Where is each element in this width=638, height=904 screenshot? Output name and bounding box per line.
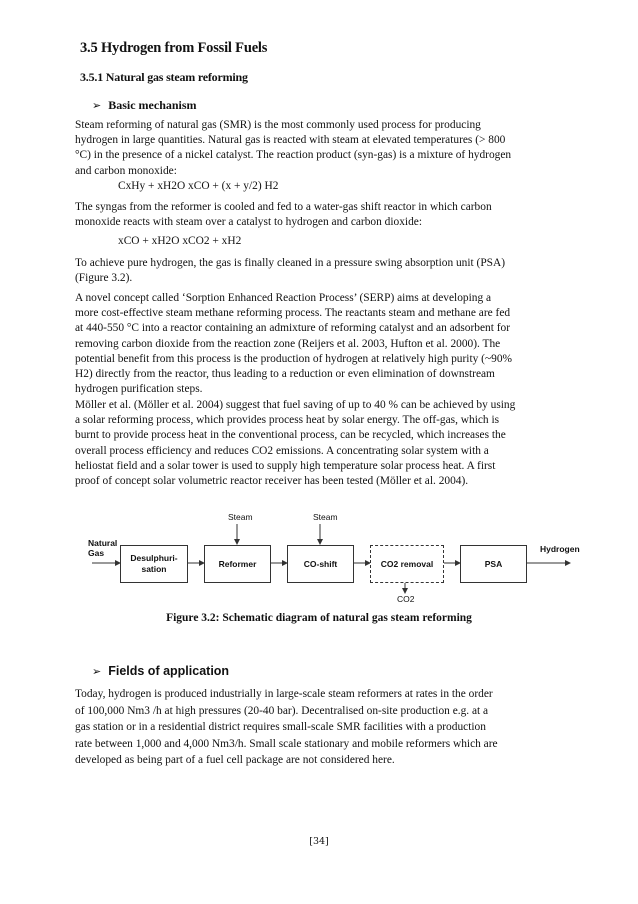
section-heading: 3.5 Hydrogen from Fossil Fuels (80, 40, 268, 56)
co-shift-box: CO-shift (287, 545, 354, 583)
arrow-bullet-icon: ➢ (92, 99, 102, 112)
steam-label: Steam (228, 512, 253, 522)
equation-reforming: CxHy + xH2O xCO + (x + y/2) H2 (118, 180, 279, 192)
psa-box: PSA (460, 545, 527, 583)
text-line: °C) in the presence of a nickel catalyst. The reaction product (syn-gas) is a mixture of hydrogen (75, 149, 512, 162)
text-line: at 440-550 °C into a reactor containing an admixture of reforming catalyst and an adsorbent for (75, 322, 511, 335)
natural-gas-label: Natural Gas (88, 538, 118, 558)
text-line: developed as being part of a fuel cell package are not considered here. (75, 754, 395, 766)
text-line: overall process efficiency and reduces CO2 emissions. A concentrating solar system with a (75, 444, 489, 457)
reformer-box: Reformer (204, 545, 271, 583)
text-line: A novel concept called ‘Sorption Enhanced Reaction Process’ (SERP) aims at developing a (75, 292, 492, 304)
text-line: Steam reforming of natural gas (SMR) is the most commonly used process for producing (75, 119, 481, 131)
text-line: rate between 1,000 and 4,000 Nm3/h. Small scale stationary and mobile reformers which are (75, 737, 498, 750)
page-number: [34] (309, 836, 329, 847)
paragraph-smr-intro (75, 118, 577, 179)
co2-output-label: CO2 (397, 594, 415, 604)
text-line: To achieve pure hydrogen, the gas is finally cleaned in a pressure swing absorption unit (PSA) (75, 257, 506, 269)
equation-shift: xCO + xH2O xCO2 + xH2 (118, 235, 242, 247)
text-line: a solar reforming process, which provides process heat by solar energy. The off-gas, which is (75, 414, 500, 427)
text-line: heliostat field and a solar tower is used to supply high temperature solar process heat. A first (75, 459, 496, 472)
text-line: Möller et al. (Möller et al. 2004) suggest that fuel saving of up to 40 % can be achieved by using (75, 399, 516, 411)
text-line: H2) directly from the reactor, thus leading to a reduction or even elimination of downstream (75, 368, 495, 381)
text-line: of 100,000 Nm3 /h at high pressures (20-40 bar). Decentralised on-site production e.g. at a (75, 704, 489, 717)
desulphurisation-box: Desulphuri- sation (120, 545, 188, 583)
text-line: and carbon monoxide: (75, 164, 177, 177)
hydrogen-output-label: Hydrogen (540, 544, 580, 554)
co2-removal-box: CO2 removal (370, 545, 444, 583)
text-line: (Figure 3.2). (75, 272, 133, 285)
bullet-basic-mechanism (92, 98, 197, 113)
paragraph-syngas (75, 200, 577, 230)
paragraph-solar-reforming (75, 398, 577, 489)
text-line: gas station or in a residential district requires small-scale SMR facilities with a production (75, 721, 486, 733)
arrow-bullet-icon: ➢ (92, 664, 102, 678)
paragraph-applications (75, 686, 557, 769)
text-line: burnt to provide process heat in the conventional process, can be recycled, which increases the (75, 429, 506, 442)
steam-label: Steam (313, 512, 338, 522)
subsection-heading: 3.5.1 Natural gas steam reforming (80, 70, 248, 84)
text-line: Today, hydrogen is produced industrially in large-scale steam reformers at rates in the order (75, 688, 493, 700)
figure-caption: Figure 3.2: Schematic diagram of natural gas steam reforming (166, 612, 472, 624)
text-line: hydrogen purification steps. (75, 383, 203, 396)
bullet-label: Basic mechanism (108, 98, 197, 112)
text-line: removing carbon dioxide from the reaction zone (Reijers et al. 2003, Hufton et al. 2000). The (75, 337, 501, 350)
bullet-label: Fields of application (108, 664, 230, 678)
text-line: more cost-effective steam methane reforming process. The reactants steam and methane are fed (75, 307, 511, 320)
text-line: proof of concept solar volumetric reactor receiver has been tested (Möller et al. 2004). (75, 475, 469, 488)
text-line: potential benefit from this process is the production of hydrogen at relatively high purity (~90% (75, 352, 513, 365)
paragraph-psa (75, 256, 577, 286)
paragraph-serp (75, 291, 577, 397)
text-line: hydrogen in large quantities. Natural gas is reacted with steam at elevated temperatures (> 800 (75, 134, 506, 147)
bullet-fields-of-application (92, 664, 229, 678)
text-line: monoxide reacts with steam over a catalyst to hydrogen and carbon dioxide: (75, 216, 422, 229)
text-line: The syngas from the reformer is cooled and fed to a water-gas shift reactor in which carbon (75, 201, 492, 213)
